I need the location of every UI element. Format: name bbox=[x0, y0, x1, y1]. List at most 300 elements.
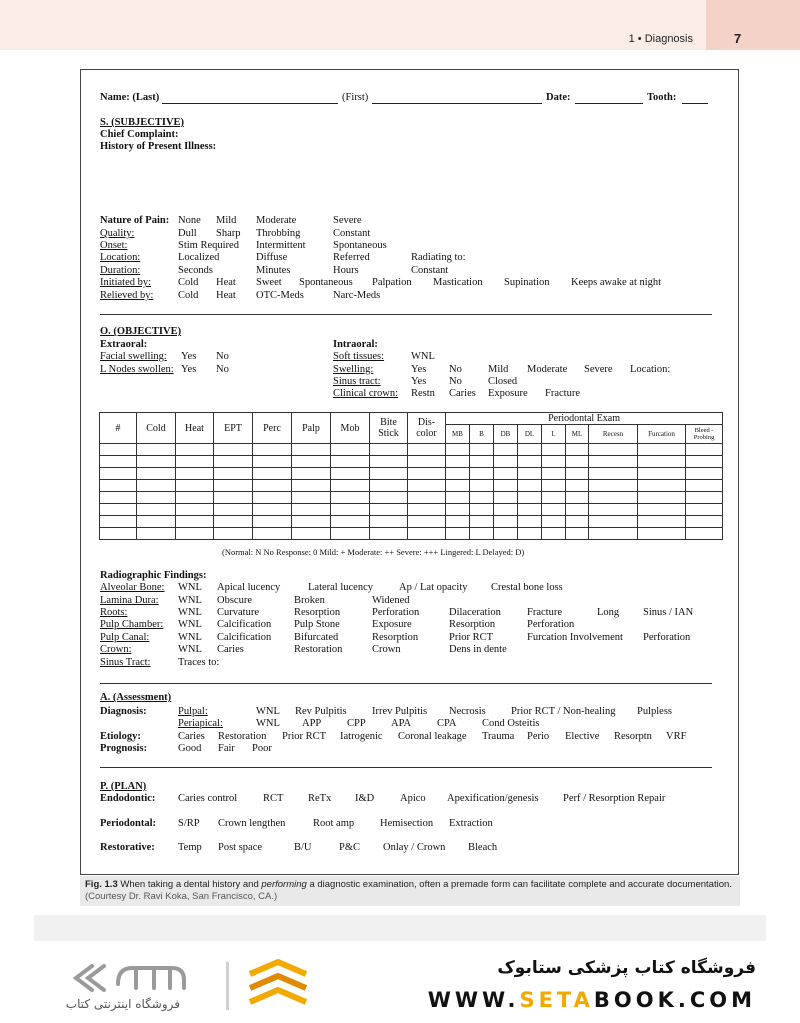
table-cell[interactable] bbox=[494, 504, 518, 516]
pain-option[interactable]: Constant bbox=[411, 265, 449, 276]
pain-option[interactable]: Hours bbox=[333, 265, 359, 276]
finding-option[interactable]: Resorption bbox=[372, 632, 419, 643]
table-cell[interactable] bbox=[176, 468, 214, 480]
finding-option[interactable]: Restoration bbox=[294, 644, 343, 655]
pain-option[interactable]: Mastication bbox=[433, 277, 483, 288]
finding-option[interactable]: Sinus / IAN bbox=[643, 607, 694, 618]
table-cell[interactable] bbox=[100, 480, 137, 492]
table-cell[interactable] bbox=[518, 480, 542, 492]
etiology-option[interactable]: Trauma bbox=[482, 731, 515, 742]
table-cell[interactable] bbox=[331, 444, 370, 456]
table-cell[interactable] bbox=[292, 504, 331, 516]
finding-option[interactable]: Fracture bbox=[527, 607, 562, 618]
finding-option[interactable]: WNL bbox=[178, 644, 202, 655]
etiology-option[interactable]: Coronal leakage bbox=[398, 731, 467, 742]
tooth-field[interactable] bbox=[682, 103, 708, 104]
finding-option[interactable]: Apical lucency bbox=[217, 582, 281, 593]
swelling-option[interactable]: Yes bbox=[411, 364, 427, 375]
crown-option[interactable]: Restn bbox=[411, 388, 435, 399]
table-cell[interactable] bbox=[408, 492, 446, 504]
table-cell[interactable] bbox=[494, 480, 518, 492]
perio-header: B bbox=[470, 425, 494, 444]
table-cell[interactable] bbox=[331, 468, 370, 480]
swelling-option[interactable]: Severe bbox=[584, 364, 613, 375]
table-cell[interactable] bbox=[470, 528, 494, 540]
table-cell[interactable] bbox=[494, 492, 518, 504]
caption-text: When taking a dental history and bbox=[120, 879, 259, 890]
pain-option[interactable]: Sweet bbox=[256, 277, 282, 288]
table-cell[interactable] bbox=[137, 444, 176, 456]
pain-option[interactable]: Radiating to: bbox=[411, 252, 466, 263]
finding-option[interactable]: Perforation bbox=[527, 619, 575, 630]
pain-option[interactable]: Minutes bbox=[256, 265, 291, 276]
table-cell[interactable] bbox=[370, 456, 408, 468]
finding-option[interactable]: Dens in dente bbox=[449, 644, 507, 655]
finding-option[interactable]: Calcification bbox=[217, 632, 272, 643]
table-cell[interactable] bbox=[370, 444, 408, 456]
table-cell[interactable] bbox=[589, 504, 638, 516]
plan-option[interactable]: Perf / Resorption Repair bbox=[563, 793, 666, 804]
table-cell[interactable] bbox=[253, 480, 292, 492]
plan-option[interactable]: Post space bbox=[218, 842, 263, 853]
finding-option[interactable]: Curvature bbox=[217, 607, 259, 618]
table-cell[interactable] bbox=[292, 468, 331, 480]
table-cell[interactable] bbox=[446, 528, 470, 540]
yes-option[interactable]: Yes bbox=[181, 364, 197, 375]
table-cell[interactable] bbox=[542, 528, 566, 540]
finding-option[interactable]: Bifurcated bbox=[294, 632, 339, 643]
pain-option[interactable]: Heat bbox=[216, 277, 236, 288]
table-cell[interactable] bbox=[253, 456, 292, 468]
table-cell[interactable] bbox=[542, 456, 566, 468]
chief-complaint-label: Chief Complaint: bbox=[100, 129, 179, 140]
table-cell[interactable] bbox=[100, 444, 137, 456]
table-cell[interactable] bbox=[214, 516, 253, 528]
table-cell[interactable] bbox=[494, 528, 518, 540]
finding-option[interactable]: Pulp Stone bbox=[294, 619, 340, 630]
finding-option[interactable]: WNL bbox=[178, 619, 202, 630]
caption-text: a diagnostic examination, often a premade form can facilitate complete and accurate documentation. bbox=[309, 879, 732, 890]
table-cell[interactable] bbox=[100, 516, 137, 528]
table-cell[interactable] bbox=[686, 504, 723, 516]
table-cell[interactable] bbox=[686, 528, 723, 540]
etiology-option[interactable]: Restoration bbox=[218, 731, 267, 742]
table-cell[interactable] bbox=[566, 456, 589, 468]
crown-option[interactable]: Exposure bbox=[488, 388, 528, 399]
table-cell[interactable] bbox=[370, 492, 408, 504]
table-cell[interactable] bbox=[253, 528, 292, 540]
pain-option[interactable]: OTC-Meds bbox=[256, 290, 304, 301]
finding-option[interactable]: Crestal bone loss bbox=[491, 582, 563, 593]
pain-option[interactable]: Localized bbox=[178, 252, 220, 263]
table-cell[interactable] bbox=[214, 456, 253, 468]
table-cell[interactable] bbox=[446, 456, 470, 468]
diagnosis-option[interactable]: Irrev Pulpitis bbox=[372, 706, 428, 717]
pain-option[interactable]: Spontaneous bbox=[333, 240, 387, 251]
table-cell[interactable] bbox=[589, 444, 638, 456]
table-cell[interactable] bbox=[518, 504, 542, 516]
table-cell[interactable] bbox=[494, 444, 518, 456]
table-cell[interactable] bbox=[176, 516, 214, 528]
plan-option[interactable]: Bleach bbox=[468, 842, 498, 853]
pain-option[interactable]: Spontaneous bbox=[299, 277, 353, 288]
diagnosis-option[interactable]: Necrosis bbox=[449, 706, 486, 717]
table-cell[interactable] bbox=[470, 504, 494, 516]
table-cell[interactable] bbox=[446, 444, 470, 456]
caption-emphasis: performing bbox=[261, 879, 307, 890]
table-cell[interactable] bbox=[589, 492, 638, 504]
finding-option[interactable]: Ap / Lat opacity bbox=[399, 582, 468, 593]
diagnosis-label: Diagnosis: bbox=[100, 706, 147, 717]
pain-option[interactable]: Supination bbox=[504, 277, 550, 288]
plan-option[interactable]: Temp bbox=[178, 842, 202, 853]
page-header bbox=[0, 0, 800, 50]
finding-option[interactable]: Widened bbox=[372, 595, 410, 606]
table-cell[interactable] bbox=[214, 492, 253, 504]
table-cell[interactable] bbox=[542, 444, 566, 456]
finding-option[interactable]: Caries bbox=[217, 644, 244, 655]
table-cell[interactable] bbox=[137, 480, 176, 492]
table-cell[interactable] bbox=[542, 504, 566, 516]
diagnosis-option[interactable]: WNL bbox=[256, 706, 280, 717]
diagnosis-option[interactable]: Rev Pulpitis bbox=[295, 706, 347, 717]
table-cell[interactable] bbox=[253, 468, 292, 480]
table-cell[interactable] bbox=[542, 492, 566, 504]
finding-option[interactable]: Dilaceration bbox=[449, 607, 501, 618]
table-cell[interactable] bbox=[566, 444, 589, 456]
table-cell[interactable] bbox=[137, 504, 176, 516]
table-cell[interactable] bbox=[137, 516, 176, 528]
etiology-option[interactable]: Caries bbox=[178, 731, 205, 742]
sinus-option[interactable]: Closed bbox=[488, 376, 518, 387]
table-cell[interactable] bbox=[408, 456, 446, 468]
perio-exam-header: Periodontal Exam bbox=[446, 413, 723, 425]
date-field[interactable] bbox=[575, 103, 643, 104]
table-cell[interactable] bbox=[494, 456, 518, 468]
etiology-option[interactable]: Perio bbox=[527, 731, 550, 742]
pain-option[interactable]: Stim Required bbox=[178, 240, 239, 251]
table-cell[interactable] bbox=[446, 516, 470, 528]
table-cell[interactable] bbox=[214, 528, 253, 540]
table-cell[interactable] bbox=[686, 468, 723, 480]
table-cell[interactable] bbox=[370, 504, 408, 516]
table-cell[interactable] bbox=[292, 444, 331, 456]
table-cell[interactable] bbox=[100, 504, 137, 516]
table-cell[interactable] bbox=[686, 492, 723, 504]
plan-option[interactable]: S/RP bbox=[178, 818, 200, 829]
finding-option[interactable]: Calcification bbox=[217, 619, 272, 630]
table-cell[interactable] bbox=[408, 480, 446, 492]
plan-option[interactable]: Extraction bbox=[449, 818, 493, 829]
plan-option[interactable]: I&D bbox=[355, 793, 375, 804]
table-cell[interactable] bbox=[331, 456, 370, 468]
table-cell[interactable] bbox=[686, 444, 723, 456]
etiology-option[interactable]: Prior RCT bbox=[282, 731, 327, 742]
history-label: History of Present Illness: bbox=[100, 141, 217, 152]
finding-option[interactable]: Broken bbox=[294, 595, 325, 606]
pain-option[interactable]: Moderate bbox=[256, 215, 297, 226]
finding-option[interactable]: Furcation Involvement bbox=[527, 632, 623, 643]
diagnosis-option[interactable]: CPP bbox=[347, 718, 366, 729]
plan-option[interactable]: P&C bbox=[339, 842, 361, 853]
table-cell[interactable] bbox=[176, 504, 214, 516]
table-cell[interactable] bbox=[566, 492, 589, 504]
pain-option[interactable]: Referred bbox=[333, 252, 370, 263]
table-cell[interactable] bbox=[518, 528, 542, 540]
onset-label: Onset: bbox=[100, 240, 128, 251]
table-cell[interactable] bbox=[566, 504, 589, 516]
plan-option[interactable]: Root amp bbox=[313, 818, 355, 829]
table-cell[interactable] bbox=[214, 444, 253, 456]
table-cell[interactable] bbox=[214, 468, 253, 480]
pain-option[interactable]: Dull bbox=[178, 228, 197, 239]
plan-option[interactable]: Apexification/genesis bbox=[447, 793, 539, 804]
table-cell[interactable] bbox=[370, 528, 408, 540]
pain-option[interactable]: Diffuse bbox=[256, 252, 288, 263]
finding-option[interactable]: Lateral lucency bbox=[308, 582, 373, 593]
table-cell[interactable] bbox=[100, 456, 137, 468]
table-cell[interactable] bbox=[542, 516, 566, 528]
prognosis-option[interactable]: Good bbox=[178, 743, 202, 754]
pain-option[interactable]: Seconds bbox=[178, 265, 213, 276]
crown-option[interactable]: Fracture bbox=[545, 388, 580, 399]
table-cell[interactable] bbox=[566, 480, 589, 492]
table-cell[interactable] bbox=[292, 516, 331, 528]
etiology-option[interactable]: VRF bbox=[666, 731, 687, 742]
sinus-option[interactable]: No bbox=[449, 376, 462, 387]
table-cell[interactable] bbox=[253, 444, 292, 456]
name-last-label: Name: (Last) bbox=[100, 92, 160, 103]
diagnosis-option[interactable]: APA bbox=[391, 718, 412, 729]
table-cell[interactable] bbox=[446, 468, 470, 480]
table-cell[interactable] bbox=[408, 528, 446, 540]
table-cell[interactable] bbox=[253, 516, 292, 528]
finding-option[interactable]: WNL bbox=[178, 607, 202, 618]
pain-option[interactable]: Keeps awake at night bbox=[571, 277, 662, 288]
table-cell[interactable] bbox=[542, 468, 566, 480]
name-last-field[interactable] bbox=[162, 103, 338, 104]
table-cell[interactable] bbox=[638, 504, 686, 516]
table-cell[interactable] bbox=[589, 456, 638, 468]
wnl-option[interactable]: WNL bbox=[411, 351, 435, 362]
section-divider bbox=[100, 767, 712, 768]
pain-option[interactable]: Narc-Meds bbox=[333, 290, 381, 301]
table-cell[interactable] bbox=[566, 516, 589, 528]
table-cell[interactable] bbox=[589, 468, 638, 480]
prognosis-option[interactable]: Poor bbox=[252, 743, 272, 754]
table-cell[interactable] bbox=[470, 492, 494, 504]
diagnosis-option[interactable]: Prior RCT / Non-healing bbox=[511, 706, 616, 717]
etiology-option[interactable]: Resorptn bbox=[614, 731, 652, 742]
plan-option[interactable]: RCT bbox=[263, 793, 284, 804]
perio-header: Recesn bbox=[589, 425, 638, 444]
table-cell[interactable] bbox=[408, 468, 446, 480]
table-cell[interactable] bbox=[292, 480, 331, 492]
table-cell[interactable] bbox=[214, 480, 253, 492]
table-cell[interactable] bbox=[100, 468, 137, 480]
finding-option[interactable]: Prior RCT bbox=[449, 632, 494, 643]
sinus-option[interactable]: Yes bbox=[411, 376, 427, 387]
finding-option[interactable]: WNL bbox=[178, 632, 202, 643]
table-cell[interactable] bbox=[292, 528, 331, 540]
table-cell[interactable] bbox=[137, 528, 176, 540]
table-cell[interactable] bbox=[408, 504, 446, 516]
table-cell[interactable] bbox=[638, 480, 686, 492]
crown-option[interactable]: Caries bbox=[449, 388, 476, 399]
table-cell[interactable] bbox=[518, 516, 542, 528]
pain-option[interactable]: Severe bbox=[333, 215, 362, 226]
table-cell[interactable] bbox=[470, 456, 494, 468]
table-cell[interactable] bbox=[176, 480, 214, 492]
table-cell[interactable] bbox=[331, 516, 370, 528]
table-cell[interactable] bbox=[408, 444, 446, 456]
pain-option[interactable]: Palpation bbox=[372, 277, 412, 288]
objective-heading: O. (OBJECTIVE) bbox=[100, 326, 182, 337]
table-cell[interactable] bbox=[518, 456, 542, 468]
header-band bbox=[0, 0, 706, 50]
plan-option[interactable]: ReTx bbox=[308, 793, 332, 804]
table-cell[interactable] bbox=[253, 492, 292, 504]
table-cell[interactable] bbox=[638, 444, 686, 456]
restorative-label: Restorative: bbox=[100, 842, 155, 853]
table-cell[interactable] bbox=[446, 480, 470, 492]
table-cell[interactable] bbox=[331, 528, 370, 540]
pain-option[interactable]: Throbbing bbox=[256, 228, 301, 239]
diagnosis-option[interactable]: WNL bbox=[256, 718, 280, 729]
name-first-field[interactable] bbox=[372, 103, 542, 104]
swelling-option[interactable]: Moderate bbox=[527, 364, 568, 375]
pain-option[interactable]: Mild bbox=[216, 215, 237, 226]
table-header: Bite Stick bbox=[370, 413, 408, 444]
table-cell[interactable] bbox=[589, 528, 638, 540]
diagnosis-option[interactable]: CPA bbox=[437, 718, 457, 729]
table-cell[interactable] bbox=[176, 456, 214, 468]
no-option[interactable]: No bbox=[216, 351, 229, 362]
table-cell[interactable] bbox=[494, 468, 518, 480]
diagnosis-option[interactable]: Pulpless bbox=[637, 706, 673, 717]
pain-option[interactable]: Constant bbox=[333, 228, 371, 239]
table-cell[interactable] bbox=[589, 480, 638, 492]
store-url[interactable] bbox=[428, 988, 756, 1012]
pain-option[interactable]: Heat bbox=[216, 290, 236, 301]
no-option[interactable]: No bbox=[216, 364, 229, 375]
table-cell[interactable] bbox=[518, 468, 542, 480]
table-cell[interactable] bbox=[214, 504, 253, 516]
plan-option[interactable]: B/U bbox=[294, 842, 312, 853]
table-cell[interactable] bbox=[100, 528, 137, 540]
table-cell[interactable] bbox=[253, 504, 292, 516]
table-cell[interactable] bbox=[638, 468, 686, 480]
plan-option[interactable]: Hemisection bbox=[380, 818, 434, 829]
table-cell[interactable] bbox=[100, 492, 137, 504]
table-cell[interactable] bbox=[137, 492, 176, 504]
table-cell[interactable] bbox=[446, 504, 470, 516]
table-row bbox=[100, 456, 723, 468]
plan-option[interactable]: Onlay / Crown bbox=[383, 842, 446, 853]
table-cell[interactable] bbox=[408, 516, 446, 528]
plan-option[interactable]: Apico bbox=[400, 793, 426, 804]
table-cell[interactable] bbox=[370, 480, 408, 492]
table-cell[interactable] bbox=[137, 468, 176, 480]
yes-option[interactable]: Yes bbox=[181, 351, 197, 362]
swelling-option[interactable]: Location: bbox=[630, 364, 671, 375]
table-cell[interactable] bbox=[331, 492, 370, 504]
table-cell[interactable] bbox=[176, 492, 214, 504]
table-cell[interactable] bbox=[638, 528, 686, 540]
finding-option[interactable]: Exposure bbox=[372, 619, 412, 630]
table-cell[interactable] bbox=[470, 480, 494, 492]
table-cell[interactable] bbox=[686, 456, 723, 468]
table-cell[interactable] bbox=[638, 492, 686, 504]
finding-option[interactable]: WNL bbox=[178, 595, 202, 606]
table-cell[interactable] bbox=[370, 468, 408, 480]
table-cell[interactable] bbox=[638, 456, 686, 468]
finding-option[interactable]: Crown bbox=[372, 644, 401, 655]
swelling-label: Swelling: bbox=[333, 364, 374, 375]
table-cell[interactable] bbox=[292, 492, 331, 504]
table-cell[interactable] bbox=[638, 516, 686, 528]
table-cell[interactable] bbox=[446, 492, 470, 504]
pain-option[interactable]: Sharp bbox=[216, 228, 241, 239]
finding-option[interactable]: Resorption bbox=[294, 607, 341, 618]
table-cell[interactable] bbox=[589, 516, 638, 528]
etiology-option[interactable]: Elective bbox=[565, 731, 600, 742]
pain-option[interactable]: None bbox=[178, 215, 201, 226]
pain-option[interactable]: Cold bbox=[178, 290, 199, 301]
finding-option[interactable]: WNL bbox=[178, 582, 202, 593]
diagnosis-option[interactable]: Cond Osteitis bbox=[482, 718, 540, 729]
swelling-option[interactable]: Mild bbox=[488, 364, 509, 375]
table-row bbox=[100, 480, 723, 492]
finding-option[interactable]: Perforation bbox=[372, 607, 420, 618]
table-cell[interactable] bbox=[370, 516, 408, 528]
table-cell[interactable] bbox=[518, 492, 542, 504]
table-cell[interactable] bbox=[331, 504, 370, 516]
table-cell[interactable] bbox=[470, 516, 494, 528]
table-cell[interactable] bbox=[686, 516, 723, 528]
table-cell[interactable] bbox=[176, 528, 214, 540]
table-cell[interactable] bbox=[470, 468, 494, 480]
table-cell[interactable] bbox=[292, 456, 331, 468]
sinus-tract-label: Sinus tract: bbox=[333, 376, 381, 387]
table-cell[interactable] bbox=[566, 528, 589, 540]
pain-option[interactable]: Cold bbox=[178, 277, 199, 288]
finding-option[interactable]: Obscure bbox=[217, 595, 252, 606]
table-cell[interactable] bbox=[137, 456, 176, 468]
table-cell[interactable] bbox=[176, 444, 214, 456]
finding-option[interactable]: Long bbox=[597, 607, 620, 618]
etiology-option[interactable]: Iatrogenic bbox=[340, 731, 383, 742]
table-cell[interactable] bbox=[470, 444, 494, 456]
table-cell[interactable] bbox=[566, 468, 589, 480]
diagnosis-option[interactable]: APP bbox=[302, 718, 322, 729]
traces-to-field[interactable]: Traces to: bbox=[178, 657, 220, 668]
table-cell[interactable] bbox=[494, 516, 518, 528]
table-cell[interactable] bbox=[518, 444, 542, 456]
pulp-chamber-label: Pulp Chamber: bbox=[100, 619, 164, 630]
swelling-option[interactable]: No bbox=[449, 364, 462, 375]
pain-option[interactable]: Intermittent bbox=[256, 240, 306, 251]
perio-header: L bbox=[542, 425, 566, 444]
table-cell[interactable] bbox=[542, 480, 566, 492]
plan-option[interactable]: Caries control bbox=[178, 793, 238, 804]
prognosis-option[interactable]: Fair bbox=[218, 743, 235, 754]
table-cell[interactable] bbox=[331, 480, 370, 492]
finding-option[interactable]: Perforation bbox=[643, 632, 691, 643]
table-cell[interactable] bbox=[686, 480, 723, 492]
finding-option[interactable]: Resorption bbox=[449, 619, 496, 630]
plan-option[interactable]: Crown lengthen bbox=[218, 818, 286, 829]
